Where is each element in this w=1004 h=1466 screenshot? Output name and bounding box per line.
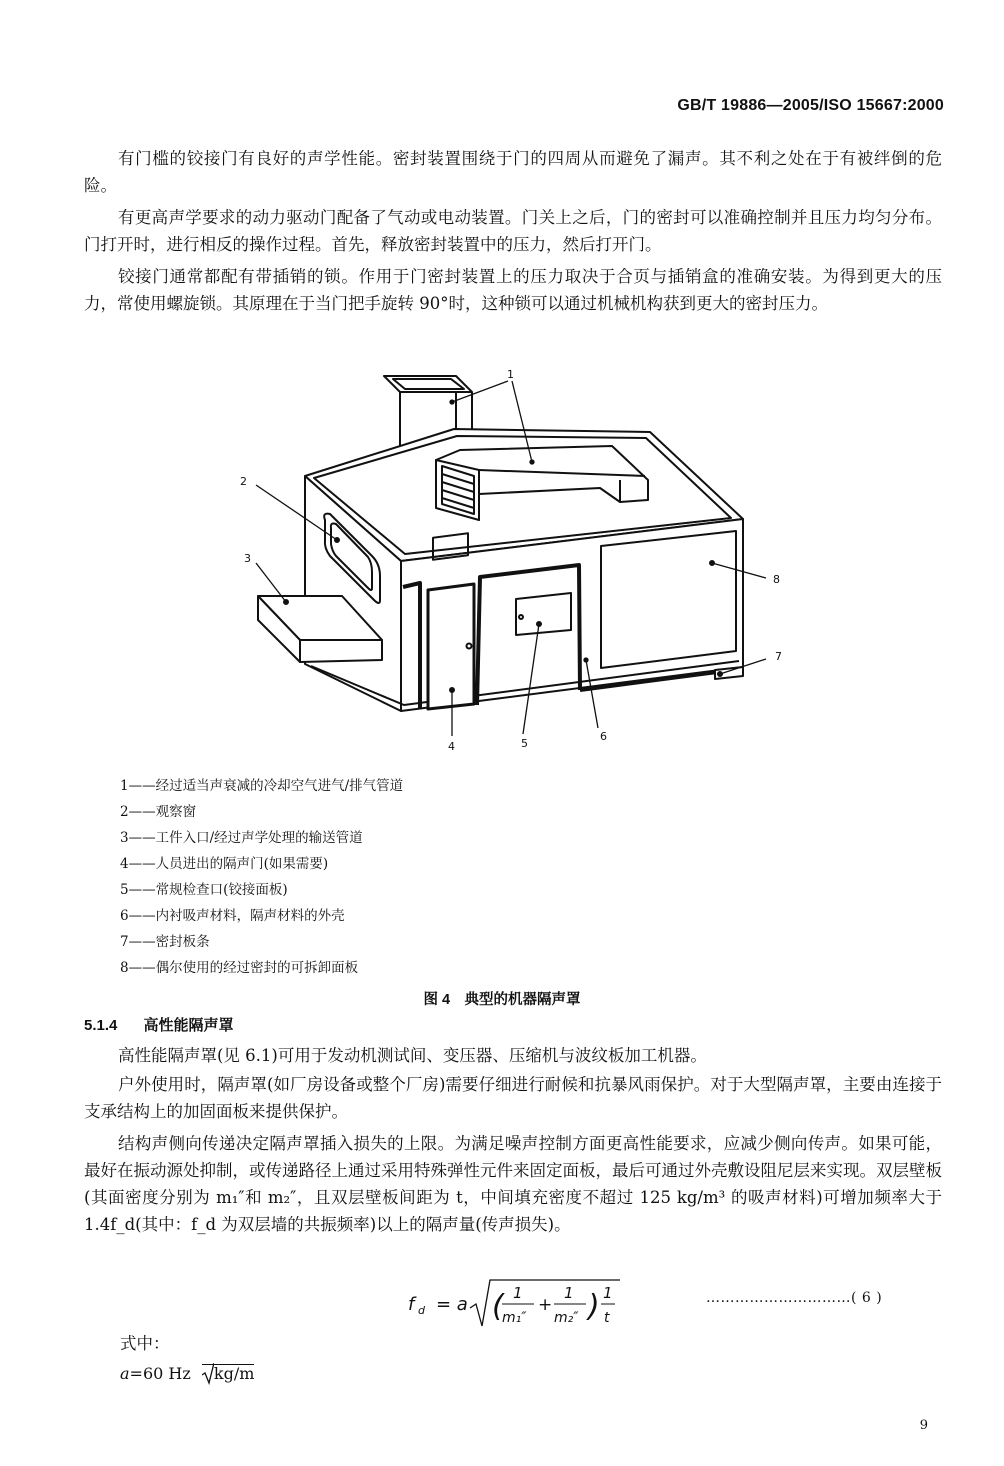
paragraph: 结构声侧向传递决定隔声罩插入损失的上限。为满足噪声控制方面更高性能要求，应减少侧向传声。如果可能，最好在振动源处抑制，或传递路径上通过采用特殊弹性元件来固定面板，最后可通过外壳敷设阻尼层来实现。双层壁板(其面密度分别为 m₁″和 m₂″，且双层壁板间距为 t，中间填充密度不超过 125 kg/m³ 的吸声材料)可增加频率大于 1.4f_d(其中：f_d 为双层墙的共振频率)以上的隔声量(传声损失)。 xyxy=(84,1134,942,1234)
eq-frac2-num: 1 xyxy=(564,1284,574,1302)
callout-7: 7 xyxy=(775,650,782,663)
eq-frac1-num: 1 xyxy=(513,1284,523,1302)
eq-frac3-den: t xyxy=(604,1310,610,1326)
equation-number-line xyxy=(706,1290,882,1306)
sqrt-unit xyxy=(202,1364,255,1383)
callout-4: 4 xyxy=(448,740,455,753)
figure-caption: 图 4 典型的机器隔声罩 xyxy=(423,992,581,1008)
paren-open: ( xyxy=(492,1289,504,1324)
inspection-panel xyxy=(516,593,571,635)
equation-6 xyxy=(406,1276,666,1341)
where-label: 式中： xyxy=(120,1334,170,1353)
equation-svg xyxy=(406,1276,666,1336)
a-equals-value: =60 Hz xyxy=(129,1364,191,1383)
eq-lhs: f xyxy=(408,1294,415,1315)
paren-close: ) xyxy=(588,1289,600,1324)
paragraph: 有门槛的铰接门有良好的声学性能。密封装置围绕于门的四周从而避免了漏声。其不利之处在于有被绊倒的危险。 xyxy=(84,149,942,195)
enclosure-figure xyxy=(0,350,1004,770)
section-heading xyxy=(84,1014,234,1035)
callout-3: 3 xyxy=(244,552,251,565)
a-unit: kg/m xyxy=(213,1364,255,1383)
equation-dots: ………………………… xyxy=(706,1290,851,1306)
eq-frac1-den: m₁″ xyxy=(502,1310,527,1326)
legend-item: 5——常规检查口(铰接面板) xyxy=(120,882,288,898)
equation-number: ( 6 ) xyxy=(851,1290,883,1306)
callout-6: 6 xyxy=(600,730,607,743)
page-number: 9 xyxy=(919,1418,928,1433)
eq-lhs-sub: d xyxy=(418,1304,425,1317)
paragraph: 有更高声学要求的动力驱动门配备了气动或电动装置。门关上之后，门的密封可以准确控制并且压力均匀分布。门打开时，进行相反的操作过程。首先，释放密封装置中的压力，然后打开门。 xyxy=(84,208,942,254)
sqrt-hook xyxy=(202,1363,214,1385)
eq-plus: + xyxy=(538,1295,553,1315)
removable-panel xyxy=(601,531,736,668)
paragraph: 铰接门通常都配有带插销的锁。作用于门密封装置上的压力取决于合页与插销盒的准确安装。为得到更大的压力，常使用螺旋锁。其原理在于当门把手旋转 90°时，这种锁可以通过机械机构获到更大的密封压力。 xyxy=(84,267,942,313)
callout-8: 8 xyxy=(773,573,780,586)
legend-item: 6——内衬吸声材料，隔声材料的外壳 xyxy=(120,908,345,924)
legend-item: 1——经过适当声衰减的冷却空气进气/排气管道 xyxy=(120,778,404,794)
eq-frac2-den: m₂″ xyxy=(554,1310,579,1326)
legend-item: 8——偶尔使用的经过密封的可拆卸面板 xyxy=(120,960,359,976)
standard-code-header: GB/T 19886—2005/ISO 15667:2000 xyxy=(677,97,944,114)
legend-item: 7——密封板条 xyxy=(120,934,210,950)
callout-5: 5 xyxy=(521,737,528,750)
legend-item: 2——观察窗 xyxy=(120,804,197,820)
eq-equals-a: = a xyxy=(436,1294,468,1315)
section-number: 5.1.4 xyxy=(84,1017,118,1034)
sealing-strip xyxy=(715,667,743,679)
eq-frac3-num: 1 xyxy=(603,1284,613,1302)
paragraph: 高性能隔声罩(见 6.1)可用于发动机测试间、变压器、压缩机与波纹板加工机器。 xyxy=(118,1046,707,1065)
paragraph: 户外使用时，隔声罩(如厂房设备或整个厂房)需要仔细进行耐候和抗暴风雨保护。对于大型隔声罩，主要由连接于支承结构上的加固面板来提供保护。 xyxy=(84,1075,942,1121)
callout-2: 2 xyxy=(240,475,247,488)
legend-item: 3——工件入口/经过声学处理的输送管道 xyxy=(120,830,363,846)
a-symbol: a xyxy=(120,1364,130,1383)
callout-1: 1 xyxy=(507,368,514,381)
legend-item: 4——人员进出的隔声门(如果需要) xyxy=(120,856,329,872)
section-title: 高性能隔声罩 xyxy=(143,1017,234,1034)
a-value-line xyxy=(120,1364,254,1383)
